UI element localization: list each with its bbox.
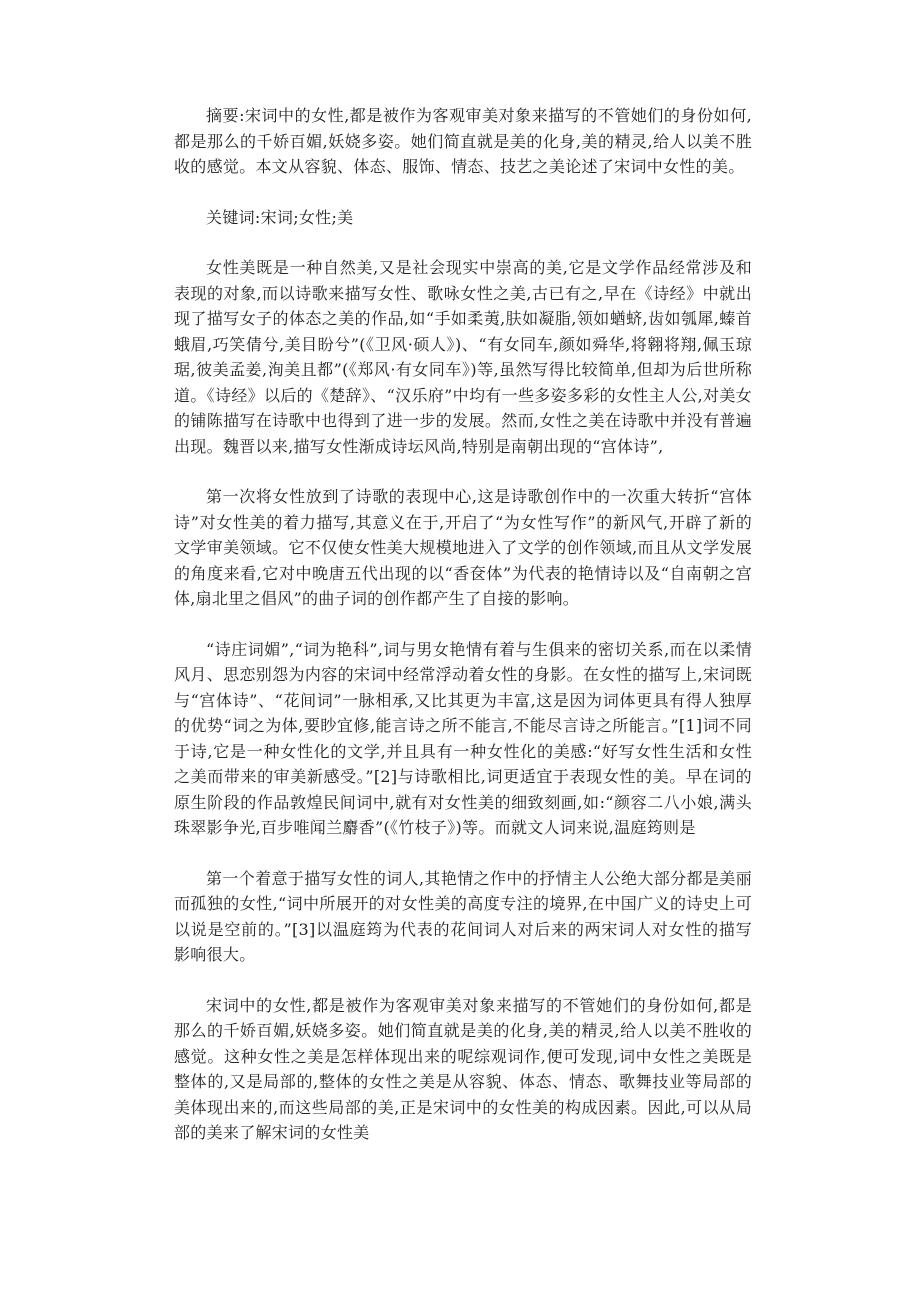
- body-paragraph-4: 第一个着意于描写女性的词人,其艳情之作中的抒情主人公绝大部分都是美丽而孤独的女性,“词中所展开的对女性美的高度专注的境界,在中国广义的诗史上可以说是空前的。”[3]以温庭筠为代表的花间词人对后来的两宋词人对女性的描写影响很大。: [174, 868, 752, 964]
- document-page: [174, 103, 752, 1171]
- keywords-line: 关键词:宋词;女性;美: [206, 207, 354, 227]
- body-paragraph-1: 女性美既是一种自然美,又是社会现实中崇高的美,它是文学作品经常涉及和表现的对象,而以诗歌来描写女性、歌咏女性之美,古已有之,早在《诗经》中就出现了描写女子的体态之美的作品,如“手如柔荑,肤如凝脂,领如蝤蛴,齿如瓠犀,螓首蛾眉,巧笑倩兮,美目盼兮”(《卫风·硕人》)、“有女同车,颜如舜华,将翱将翔,佩玉琼琚,彼美孟姜,洵美且都”(《郑风·有女同车》)等,虽然写得比较简单,但却为后世所称道。《诗经》以后的《楚辞》、“汉乐府”中均有一些多姿多彩的女性主人公,对美女的铺陈描写在诗歌中也得到了进一步的发展。然而,女性之美在诗歌中并没有普遍出现。魏晋以来,描写女性渐成诗坛风尚,特别是南朝出现的“宫体诗”,: [174, 258, 752, 456]
- body-paragraph-2: 第一次将女性放到了诗歌的表现中心,这是诗歌创作中的一次重大转折“宫体诗”对女性美的着力描写,其意义在于,开启了“为女性写作”的新风气,开辟了新的文学审美领域。它不仅使女性美大规模地进入了文学的创作领域,而且从文学发展的角度来看,它对中晚唐五代出现的以“香奁体”为代表的艳情诗以及“自南朝之宫体,扇北里之倡风”的曲子词的创作都产生了自接的影响。: [174, 487, 752, 608]
- abstract-paragraph: 摘要:宋词中的女性,都是被作为客观审美对象来描写的不管她们的身份如何,都是那么的千娇百媚,妖娆多姿。她们简直就是美的化身,美的精灵,给人以美不胜收的感觉。本文从容貌、体态、服饰、情态、技艺之美论述了宋词中女性的美。: [174, 106, 752, 176]
- body-paragraph-3: “诗庄词媚”,“词为艳科”,词与男女艳情有着与生俱来的密切关系,而在以柔情风月、思恋别怨为内容的宋词中经常浮动着女性的身影。在女性的描写上,宋词既与“宫体诗”、“花间词”一脉相承,又比其更为丰富,这是因为词体更具有得人独厚的优势“词之为体,要眇宜修,能言诗之所不能言,不能尽言诗之所能言。”[1]词不同于诗,它是一种女性化的文学,并且具有一种女性化的美感:“好写女性生活和女性之美而带来的审美新感受。”[2]与诗歌相比,词更适宜于表现女性的美。早在词的原生阶段的作品敦煌民间词中,就有对女性美的细致刻画,如:“颜容二八小娘,满头珠翠影争光,百步唯闻兰麝香”(《竹枝子》)等。而就文人词来说,温庭筠则是: [174, 639, 752, 837]
- body-paragraph-5: 宋词中的女性,都是被作为客观审美对象来描写的不管她们的身份如何,都是那么的千娇百媚,妖娆多姿。她们简直就是美的化身,美的精灵,给人以美不胜收的感觉。这种女性之美是怎样体现出来的呢综观词作,便可发现,词中女性之美既是整体的,又是局部的,整体的女性之美是从容貌、体态、情态、歌舞技业等局部的美体现出来的,而这些局部的美,正是宋词中的女性美的构成因素。因此,可以从局部的美来了解宋词的女性美: [174, 995, 752, 1142]
